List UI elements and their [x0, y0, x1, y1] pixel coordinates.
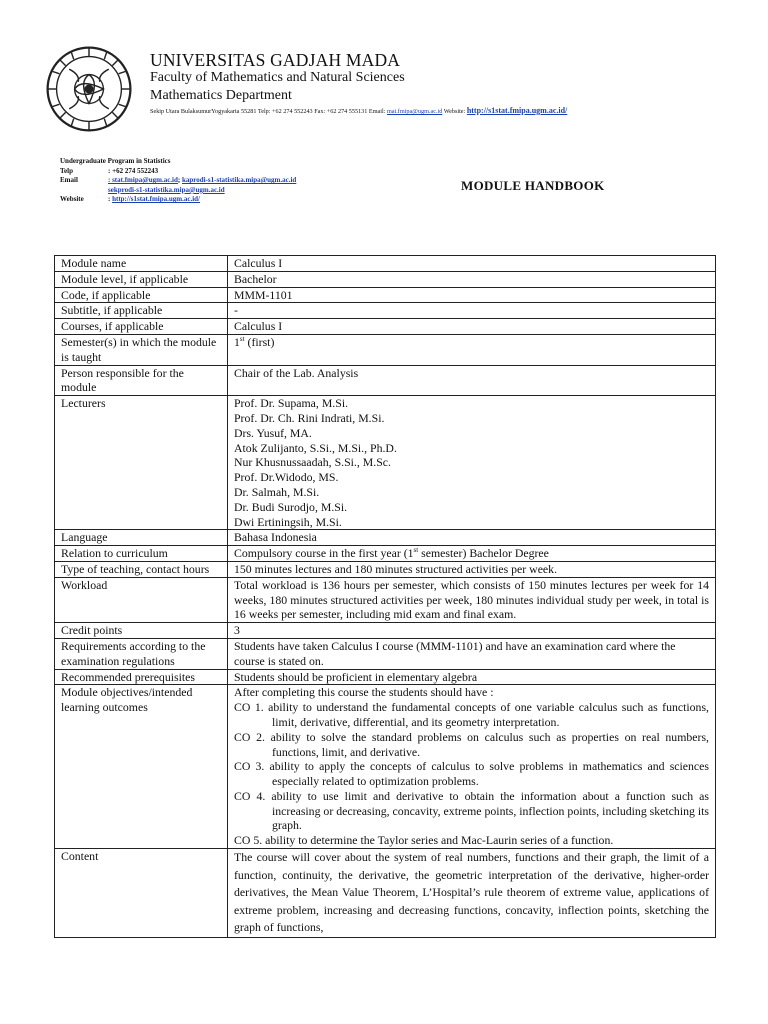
- row-label: Subtitle, if applicable: [55, 303, 228, 319]
- address-web-label: Website:: [443, 108, 466, 115]
- module-semester-value: [228, 334, 716, 365]
- outcome-item: CO 1. ability to understand the fundamental concepts of one variable calculus such as functions, limit, derivative, differential, and its geometry interpretation.: [234, 700, 709, 729]
- row-label: Requirements according to the examination regulations: [55, 638, 228, 669]
- row-label: Module objectives/intended learning outcomes: [55, 685, 228, 849]
- telp-label: Telp: [60, 166, 73, 175]
- row-label: Relation to curriculum: [55, 546, 228, 562]
- telp-row: [60, 167, 408, 177]
- email-link-sekprodi[interactable]: sekprodi-s1-statistika.mipa@ugm.ac.id: [108, 185, 225, 194]
- row-label: Person responsible for the module: [55, 365, 228, 396]
- relation-suffix: st: [413, 546, 419, 555]
- table-row: [55, 546, 716, 562]
- module-relation-value: [228, 546, 716, 562]
- website-link[interactable]: http://s1stat.fmipa.ugm.ac.id/: [112, 195, 200, 204]
- row-label: Language: [55, 530, 228, 546]
- address-text: Sekip Utara BulaksumurYogyakarta 55281 Telp: +62 274 552243 Fax: +62 274 555131 Email:: [150, 108, 386, 115]
- table-row: [55, 638, 716, 669]
- learning-outcomes: [228, 685, 716, 849]
- table-row: [55, 287, 716, 303]
- table-row: [55, 303, 716, 319]
- module-courses-value: Calculus I: [228, 319, 716, 335]
- program-contact-block: [60, 157, 408, 205]
- module-workload-value: Total workload is 136 hours per semester, which consists of 150 minutes lectures per week for 14 weeks, 180 minutes structured activities per week, 180 minutes individual study per week, in total is 16 weeks per semester, including mid exam and final exam.: [228, 577, 716, 622]
- row-label: Code, if applicable: [55, 287, 228, 303]
- lecturer-name: Prof. Dr. Supama, M.Si.: [234, 396, 349, 411]
- website-value: : http://s1stat.fmipa.ugm.ac.id/: [108, 195, 200, 204]
- module-credit-value: 3: [228, 623, 716, 639]
- address-line: [150, 106, 567, 115]
- program-name: Undergraduate Program in Statistics: [60, 157, 171, 165]
- email-label: Email: [60, 176, 78, 185]
- email-row: [60, 176, 408, 195]
- row-label: Workload: [55, 577, 228, 622]
- email-link-stat[interactable]: : stat.fmipa@ugm.ac.id: [108, 176, 178, 185]
- faculty-name: Faculty of Mathematics and Natural Sciences: [150, 70, 405, 85]
- table-row: [55, 256, 716, 272]
- lecturer-name: Prof. Dr. Ch. Rini Indrati, M.Si.: [234, 410, 385, 425]
- semester-number: 1: [234, 334, 240, 349]
- table-row: [55, 685, 716, 849]
- lecturer-list: [228, 396, 716, 530]
- row-label: Courses, if applicable: [55, 319, 228, 335]
- semester-rest: (first): [244, 334, 275, 349]
- outcomes-intro: After completing this course the students should have :: [234, 685, 494, 700]
- module-name-value: Calculus I: [228, 256, 716, 272]
- lecturer-name: Atok Zulijanto, S.Si., M.Si., Ph.D.: [234, 440, 397, 455]
- relation-part-a: Compulsory course in the first year (1: [234, 546, 414, 561]
- outcome-item: CO 4. ability to use limit and derivative to obtain the information about a function such as increasing or decreasing, concavity, extreme points, inflection points, including sketching its graph.: [234, 788, 709, 833]
- lecturer-name: Nur Khusnussaadah, S.Si., M.Sc.: [234, 455, 391, 470]
- table-row: [55, 319, 716, 335]
- row-label: Semester(s) in which the module is taught: [55, 334, 228, 365]
- module-requirements-value: Students have taken Calculus I course (MMM-1101) and have an examination card where the course is stated on.: [228, 638, 716, 669]
- module-teaching-value: 150 minutes lectures and 180 minutes structured activities per week.: [228, 561, 716, 577]
- row-label: Content: [55, 849, 228, 938]
- outcome-item: CO 2. ability to solve the standard problems on calculus such as properties on real numbers, functions, limit, and derivative.: [234, 729, 709, 759]
- module-subtitle-value: -: [228, 303, 716, 319]
- lecturer-name: Dr. Salmah, M.Si.: [234, 484, 320, 499]
- row-label: Recommended prerequisites: [55, 669, 228, 685]
- telp-value: : +62 274 552243: [108, 166, 159, 175]
- module-content-value: The course will cover about the system of real numbers, functions and their graph, the limit of a function, continuity, the derivative, the geometric interpretation of the derivative, higher-order derivatives, the Mean Value Theorem, L’Hospital’s rule theorem of extreme value, applications of extreme problem, increasing and decreasing functions, concavity, inflection points, sketching the graph of functions,: [228, 849, 716, 938]
- lecturer-name: Dr. Budi Surodjo, M.Si.: [234, 499, 348, 514]
- module-table: [54, 255, 716, 938]
- row-label: Credit points: [55, 623, 228, 639]
- department-name: Mathematics Department: [150, 88, 292, 103]
- table-row: [55, 561, 716, 577]
- row-label: Type of teaching, contact hours: [55, 561, 228, 577]
- table-row: [55, 396, 716, 530]
- outcome-item: CO 3. ability to apply the concepts of calculus to solve problems in mathematics and sciences especially related to optimization problems.: [234, 759, 709, 789]
- university-name: UNIVERSITAS GADJAH MADA: [150, 50, 401, 70]
- row-label: Module level, if applicable: [55, 271, 228, 287]
- table-row: [55, 623, 716, 639]
- lecturer-name: Drs. Yusuf, MA.: [234, 425, 312, 440]
- email-link-kaprodi[interactable]: kaprodi-s1-statistika.mipa@ugm.ac.id: [182, 176, 297, 185]
- table-row: [55, 530, 716, 546]
- row-label: Lecturers: [55, 396, 228, 530]
- email-values: : stat.fmipa@ugm.ac.id; kaprodi-s1-statistika.mipa@ugm.ac.id sekprodi-s1-statistika.mipa@ugm.ac.id: [108, 176, 297, 194]
- module-prereq-value: Students should be proficient in elementary algebra: [228, 669, 716, 685]
- address-email-link[interactable]: mat.fmipa@ugm.ac.id: [386, 108, 443, 115]
- module-person-value: Chair of the Lab. Analysis: [228, 365, 716, 396]
- outcome-item: CO 5. ability to determine the Taylor series and Mac-Laurin series of a function.: [234, 833, 614, 848]
- table-row: [55, 334, 716, 365]
- relation-part-b: semester) Bachelor Degree: [418, 546, 549, 561]
- address-website-link[interactable]: http://s1stat.fmipa.ugm.ac.id/: [466, 106, 568, 115]
- table-row: [55, 271, 716, 287]
- table-row: [55, 849, 716, 938]
- table-row: [55, 669, 716, 685]
- website-row: [60, 195, 408, 205]
- table-row: [55, 577, 716, 622]
- module-code-value: MMM-1101: [228, 287, 716, 303]
- module-language-value: Bahasa Indonesia: [228, 530, 716, 546]
- semester-suffix: st: [239, 335, 245, 344]
- lecturer-name: Dwi Ertiningsih, M.Si.: [234, 514, 342, 529]
- university-seal-logo: [44, 44, 134, 134]
- document-title: MODULE HANDBOOK: [461, 178, 605, 193]
- module-level-value: Bachelor: [228, 271, 716, 287]
- website-label: Website: [60, 195, 84, 204]
- row-label: Module name: [55, 256, 228, 272]
- table-row: [55, 365, 716, 396]
- lecturer-name: Prof. Dr.Widodo, MS.: [234, 470, 339, 485]
